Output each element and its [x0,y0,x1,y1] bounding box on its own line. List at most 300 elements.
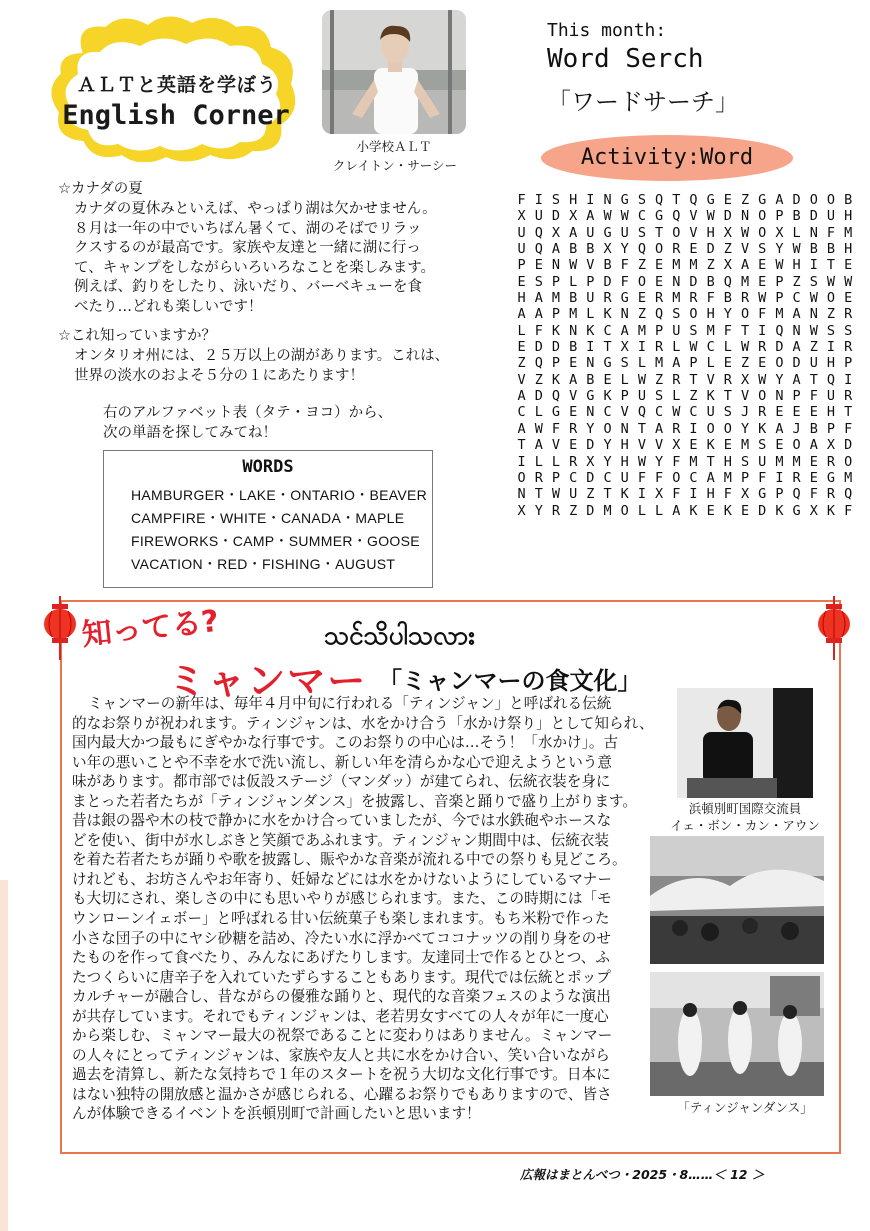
grid-letter: O [758,224,767,241]
grid-letter: M [740,437,750,454]
grid-letter: A [809,437,818,454]
grid-letter: B [586,241,595,258]
grid-letter: E [569,355,578,372]
grid-letter: D [775,339,784,356]
grid-letter: R [740,290,750,307]
grid-letter: Z [740,192,750,208]
grid-letter: K [775,502,784,519]
grid-letter: O [517,469,526,486]
grid-letter: Q [534,241,543,258]
grid-letter: Z [569,502,578,519]
grid-letter: A [672,355,681,372]
grid-letter: C [603,322,612,339]
instruction-text [103,404,392,443]
grid-letter: U [586,224,595,241]
grid-letter: D [792,192,801,208]
grid-row [513,503,857,519]
article-line: けれども、お坊さんやお年寄り、妊婦などには水をかけないようにしているマナー [72,870,612,888]
grid-letter: Q [655,192,664,208]
grid-letter: R [792,469,801,486]
grid-letter: L [655,502,664,519]
grid-letter: H [844,208,853,225]
grid-letter: M [844,224,853,241]
article-line: から楽しむ、ミャンマー最大の祝祭であることに変わりはありません。ミャンマー [72,1027,613,1045]
grid-letter: N [620,306,629,323]
article-line: が共存しています。それでもティンジャンは、老若男女すべての人々が年に一度心 [72,1007,609,1025]
text-line: オンタリオ州には、２５万以上の湖があります。これは、 [74,348,450,364]
grid-letter: N [792,322,801,339]
grid-letter: K [706,437,715,454]
grid-letter: E [517,339,526,356]
grid-letter: F [706,290,715,307]
grid-letter: M [569,306,578,323]
lantern-left-icon [40,596,80,662]
grid-letter: E [723,192,732,208]
water-festival-photo [650,836,824,964]
grid-letter: L [534,453,543,470]
grid-letter: X [603,241,612,258]
grid-letter: C [603,469,612,486]
grid-letter: G [620,192,629,208]
grid-letter: X [723,257,732,274]
grid-letter: D [723,208,732,225]
grid-letter: G [603,224,612,241]
grid-letter: U [637,388,646,405]
grid-letter: E [775,437,784,454]
grid-letter: I [809,257,818,274]
grid-letter: M [551,290,561,307]
grid-letter: Q [655,306,664,323]
grid-letter: S [723,404,732,421]
grid-letter: E [740,502,750,519]
grid-row [513,421,857,437]
grid-letter: I [637,486,646,503]
grid-letter: U [517,224,526,241]
grid-letter: S [740,453,750,470]
grid-row [513,470,857,486]
grid-letter: R [672,420,681,437]
grid-letter: B [809,420,818,437]
article-line: たものを作って食べたり、みんなにあげたりします。友達同士で作るとひとつ、ふ [72,949,610,967]
grid-letter: P [551,355,561,372]
grid-letter: C [603,404,612,421]
grid-letter: V [706,371,715,388]
grid-letter: V [689,208,698,225]
grid-letter: A [569,371,578,388]
grid-letter: A [792,306,801,323]
grid-letter: I [534,192,543,208]
grid-letter: W [792,241,801,258]
grid-row [513,355,857,371]
grid-letter: W [740,339,750,356]
grid-letter: Z [740,355,750,372]
grid-letter: K [620,486,629,503]
grid-letter: Q [672,208,681,225]
grid-letter: H [620,453,629,470]
grid-letter: D [603,273,612,290]
text-line: ８月は一年の中でいちばん暑くて、湖のそばでリラッ [74,220,422,237]
grid-letter: L [517,322,526,339]
grid-letter: X [775,224,784,241]
article-line: ミャンマーの新年は、毎年４月中旬に行われる「ティンジャン」と呼ばれる伝統 [88,695,612,712]
article-line: んが体験できるイベントを浜頓別町で計画したいと思います！ [72,1105,481,1123]
grid-letter: A [517,388,526,405]
grid-letter: Z [706,257,715,274]
grid-letter: Q [689,192,698,208]
grid-letter: Z [723,241,732,258]
grid-letter: O [655,241,664,258]
grid-row [513,388,857,404]
grid-letter: Y [723,306,732,323]
grid-letter: S [551,192,561,208]
grid-letter: N [569,322,578,339]
grid-letter: Q [826,371,836,388]
grid-letter: E [775,404,784,421]
grid-letter: B [792,208,801,225]
grid-letter: R [826,453,836,470]
grid-letter: H [620,437,629,454]
canada-paragraph-1 [74,200,437,317]
words-line: CAMPFIRE・WHITE・CANADA・MAPLE [131,510,405,526]
grid-letter: E [758,355,767,372]
grid-letter: O [706,420,715,437]
grid-letter: K [586,322,595,339]
grid-letter: O [844,453,853,470]
grid-letter: B [723,290,732,307]
grid-letter: M [723,469,732,486]
grid-letter: L [723,339,732,356]
grid-letter: W [706,208,715,225]
grid-row [513,241,857,257]
grid-letter: P [826,420,836,437]
grid-letter: B [844,192,853,208]
grid-letter: S [758,241,767,258]
grid-letter: M [689,257,698,274]
grid-letter: I [775,469,784,486]
grid-letter: L [637,355,646,372]
grid-letter: R [569,420,578,437]
grid-letter: C [569,469,578,486]
article-line: 的なお祭りが祝われます。ティンジャンは、水をかけ合う「水かけ祭り」として知られ、 [72,714,654,732]
grid-letter: N [551,257,561,274]
grid-letter: I [758,322,767,339]
grid-letter: Q [723,273,732,290]
grid-letter: L [534,404,543,421]
grid-letter: M [655,355,664,372]
article-line: も大切にされ、楽しさの中にも思いやりが感じられます。また、この時期には「モ [72,890,612,908]
grid-letter: F [620,273,629,290]
grid-letter: C [517,404,526,421]
grid-letter: R [723,371,732,388]
grid-letter: P [551,469,561,486]
grid-letter: X [672,437,681,454]
grid-letter: K [689,502,698,519]
grid-letter: G [603,355,612,372]
grid-letter: H [826,404,836,421]
grid-letter: V [586,257,595,274]
article-line: を着た若者たちが踊りや歌を披露し、賑やかな音楽が流れる中での祭りも見どころ。 [72,851,627,869]
grid-letter: Y [775,371,784,388]
grid-letter: L [551,453,561,470]
grid-letter: G [758,192,767,208]
grid-letter: J [740,404,750,421]
grid-row [513,437,857,453]
grid-letter: F [655,469,664,486]
grid-letter: S [758,437,767,454]
grid-letter: X [517,502,526,519]
grid-letter: D [551,339,561,356]
grid-letter: N [809,306,818,323]
grid-letter: T [723,388,732,405]
grid-letter: K [603,306,612,323]
grid-letter: T [706,453,715,470]
grid-letter: M [740,273,750,290]
grid-letter: I [826,339,836,356]
grid-letter: Z [517,355,526,372]
grid-letter: Z [792,273,801,290]
grid-letter: D [689,273,698,290]
grid-letter: N [603,192,612,208]
grid-letter: P [740,469,750,486]
grid-letter: D [551,208,561,225]
grid-letter: W [551,486,561,503]
grid-letter: V [551,437,561,454]
grid-letter: D [809,208,818,225]
grid-letter: P [792,388,801,405]
word-serch-title: Word Serch [547,44,704,74]
grid-letter: W [809,290,818,307]
word-serch-jp-title: 「ワードサーチ」 [547,88,739,116]
grid-letter: E [569,404,578,421]
grid-letter: I [637,339,646,356]
grid-letter: U [534,208,543,225]
grid-letter: A [569,224,578,241]
article-line: の人々にとってティンジャンは、家族や友人と共に水をかけ合い、笑い合いながら [72,1046,610,1064]
grid-letter: K [551,322,561,339]
grid-letter: A [586,208,595,225]
grid-letter: T [517,437,526,454]
grid-letter: I [689,486,698,503]
grid-letter: F [809,486,818,503]
grid-letter: P [689,355,698,372]
grid-letter: O [689,306,698,323]
grid-letter: O [603,420,612,437]
grid-letter: B [569,241,578,258]
grid-letter: H [706,224,715,241]
dance-caption: 「ティンジャンダンス」 [677,1100,813,1115]
grid-letter: W [740,224,750,241]
grid-letter: D [586,469,595,486]
grid-letter: S [809,273,818,290]
grid-letter: P [551,273,561,290]
grid-letter: L [637,502,646,519]
grid-letter: W [826,273,836,290]
grid-letter: M [603,502,612,519]
grid-letter: R [689,290,698,307]
grid-letter: A [517,306,526,323]
grid-letter: E [809,404,818,421]
grid-letter: X [586,453,595,470]
grid-letter: F [844,420,853,437]
grid-letter: E [569,437,578,454]
grid-letter: G [620,290,629,307]
grid-letter: B [569,339,578,356]
grid-letter: Y [586,420,595,437]
grid-letter: T [689,371,698,388]
grid-row [513,274,857,290]
grid-row [513,339,857,355]
grid-letter: W [758,371,767,388]
grid-letter: E [517,273,526,290]
grid-letter: X [517,208,526,225]
grid-letter: V [569,388,578,405]
grid-letter: W [620,208,629,225]
grid-letter: S [844,322,853,339]
grid-letter: Q [534,224,543,241]
grid-letter: K [551,371,561,388]
grid-letter: G [551,404,561,421]
grid-letter: Q [534,355,543,372]
grid-letter: R [655,290,664,307]
word-search-grid [513,192,857,519]
grid-letter: C [706,339,715,356]
grid-letter: U [620,224,629,241]
grid-letter: L [706,355,715,372]
grid-letter: C [792,290,801,307]
grid-letter: X [569,208,578,225]
grid-letter: E [655,257,664,274]
grid-letter: E [655,273,664,290]
words-line: FIREWORKS・CAMP・SUMMER・GOOSE [131,533,420,549]
article-line: 昔は銀の器や木の枝で静かに水をかけ合っていましたが、今では水鉄砲やホースな [72,812,612,830]
grid-letter: T [655,224,664,241]
grid-letter: W [689,339,698,356]
grid-letter: D [534,388,543,405]
grid-letter: E [809,453,818,470]
grid-letter: P [517,257,526,274]
grid-letter: Z [586,486,595,503]
grid-letter: F [723,322,732,339]
grid-letter: R [844,339,853,356]
grid-letter: M [689,453,698,470]
grid-letter: K [826,502,836,519]
grid-letter: K [758,420,767,437]
grid-letter: A [517,420,526,437]
grid-letter: A [534,437,543,454]
grid-letter: H [826,355,836,372]
grid-letter: G [758,486,767,503]
grid-letter: S [689,322,698,339]
words-line: HAMBURGER・LAKE・ONTARIO・BEAVER [131,487,428,503]
grid-letter: T [637,420,646,437]
text-line: カナダの夏休みといえば、やっぱり湖は欠かせません。 [74,201,437,217]
grid-letter: W [775,257,784,274]
grid-letter: R [844,388,853,405]
grid-letter: E [758,257,767,274]
grid-letter: A [551,241,561,258]
grid-letter: A [534,290,543,307]
grid-letter: S [655,388,664,405]
grid-letter: H [844,241,853,258]
grid-letter: U [809,355,818,372]
grid-letter: B [706,273,715,290]
grid-letter: W [534,420,543,437]
article-line: カルチャーが融合し、昔ながらの優雅な踊りと、現代的な音楽フェスのような演出 [72,988,611,1006]
grid-letter: L [672,388,681,405]
grid-letter: Y [603,437,612,454]
grid-letter: M [775,453,784,470]
text-line: て、キャンプをしながらいろいろなことを楽しみます。 [74,259,436,276]
grid-letter: I [689,420,698,437]
grid-letter: Z [637,306,646,323]
grid-letter: L [569,273,578,290]
know-heading: 知ってる? [80,603,221,654]
page-footer: 広報はまとんべつ・2025・8……＜ 12 ＞ [520,1167,765,1182]
grid-letter: U [586,290,595,307]
grid-letter: B [586,371,595,388]
grid-letter: X [809,502,818,519]
grid-letter: P [551,306,561,323]
grid-letter: S [826,322,836,339]
grid-row [513,404,857,420]
grid-letter: S [637,192,646,208]
article-line: 小さな団子の中にヤシ砂糖を詰め、冷たい水に浮かべてココナッツの削り身をのせ [72,929,611,947]
grid-letter: T [534,486,543,503]
myanmar-heading: ミャンマー [168,659,368,703]
grid-letter: R [758,404,767,421]
grid-letter: Y [534,502,543,519]
grid-letter: H [723,453,732,470]
grid-row [513,323,857,339]
grid-letter: N [775,388,784,405]
grid-letter: V [740,388,750,405]
grid-letter: A [672,502,681,519]
grid-letter: T [826,257,836,274]
grid-letter: P [775,290,784,307]
grid-letter: R [534,469,543,486]
grid-letter: F [723,486,732,503]
grid-letter: F [758,306,767,323]
text-line: 世界の淡水のおよそ５分の１にあたります！ [74,367,364,384]
myanmar-script-title: သင်သိပါသလား [324,621,475,651]
grid-letter: H [569,192,578,208]
words-box [103,450,433,588]
cir-caption-title: 浜頓別町国際交流員 [688,801,802,816]
grid-letter: J [792,420,801,437]
grid-row [513,306,857,322]
grid-letter: Q [637,404,646,421]
grid-letter: B [809,241,818,258]
article-line: 国内最大かつ最もにぎやかな行事です。このお祭りの中心は…そう！「水かけ」。古 [72,734,619,752]
grid-letter: O [826,290,836,307]
grid-letter: F [551,420,561,437]
grid-letter: O [775,355,784,372]
grid-letter: T [844,404,853,421]
grid-letter: A [740,257,750,274]
grid-letter: O [620,502,629,519]
grid-letter: M [775,306,784,323]
grid-letter: A [792,339,801,356]
article-line: い年の悪いことや不幸を水で洗い流し、新しい年を清らかな心で迎えようという意 [72,753,612,771]
grid-letter: E [758,273,767,290]
article-line: はない独特の開放感と温かさが感じられる、心躍るお祭りでもありますので、皆さ [72,1085,612,1103]
grid-letter: Z [637,257,646,274]
grid-letter: H [517,290,526,307]
grid-letter: I [586,192,595,208]
grid-letter: L [620,371,629,388]
grid-letter: V [689,224,698,241]
grid-letter: T [809,371,818,388]
